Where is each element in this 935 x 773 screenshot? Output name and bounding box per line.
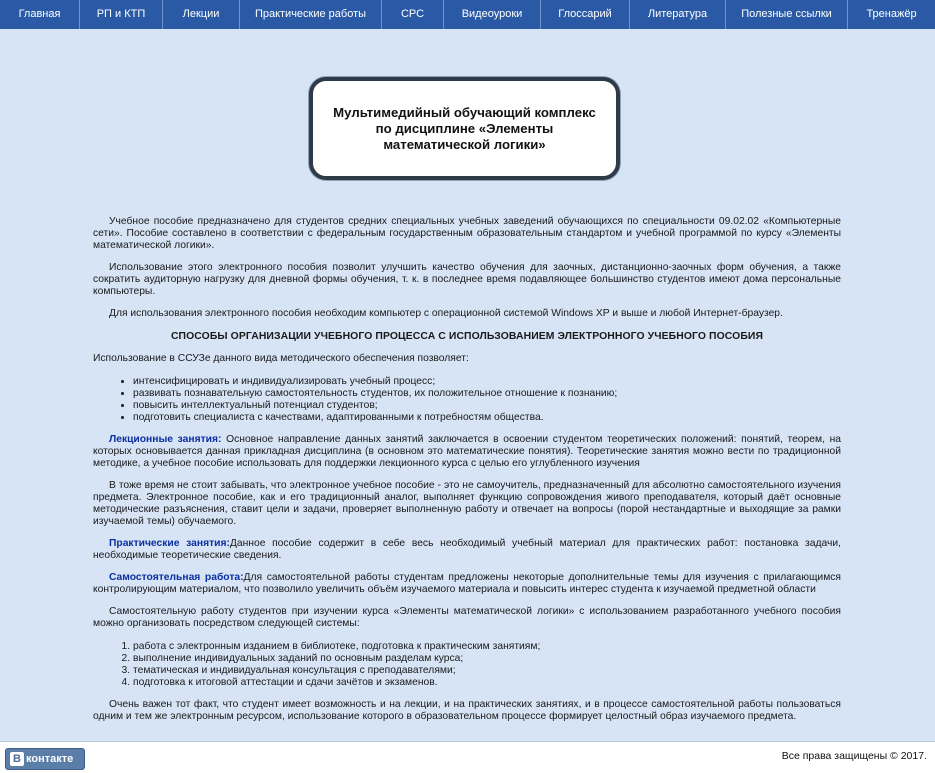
usage-lead: Использование в ССУЗе данного вида методического обеспечения позволяет: [93, 353, 469, 364]
practice-term: Практические занятия: [109, 538, 230, 549]
footer [0, 741, 935, 773]
section-heading: СПОСОБЫ ОРГАНИЗАЦИИ УЧЕБНОГО ПРОЦЕССА С ИСПОЛЬЗОВАНИЕМ ЭЛЕКТРОННОГО УЧЕБНОГО ПОСОБИЯ [170, 331, 764, 342]
list-item: • подготовить специалиста с качествами, адаптированными к потребностям общества. [133, 412, 841, 424]
list-item: 3. тематическая и индивидуальная консультация с преподавателями; [133, 665, 841, 677]
list-item: • развивать познавательную самостоятельность студентов, их положительное отношение к познанию; [133, 388, 841, 400]
list-item: • повысить интеллектуальный потенциал студентов; [133, 400, 841, 412]
nav-item-home[interactable]: Главная [0, 0, 80, 29]
page-title: Мультимедийный обучающий комплекс по дисциплине «Элементы математической логики» [333, 104, 596, 152]
nav-item-lectures[interactable]: Лекции [163, 0, 240, 29]
vk-label: контакте [26, 753, 74, 765]
list-item: 1. работа с электронным изданием в библиотеке, подготовка к практическим занятиям; [133, 641, 841, 653]
nav-item-videos[interactable]: Видеоуроки [444, 0, 541, 29]
nav-item-srs[interactable]: СРС [382, 0, 444, 29]
nav-item-literature[interactable]: Литература [630, 0, 726, 29]
nav-item-trainer[interactable]: Тренажёр [866, 8, 917, 20]
lectures-text: Основное направление данных занятий заключается в освоении студентом теоретических положений: понятий, теорем, на которых основывается данная прикладная дисциплина (в основном это математические понятия). Теоретические занятия можно вести по традиционной методике, а учебное пособие использовать для поддержки лекционного курса с целью его углубленного изучения [93, 434, 842, 469]
list-item: 4. подготовка к итоговой аттестации и сдачи зачётов и экзаменов. [133, 677, 841, 689]
list-item: • интенсифицировать и индивидуализировать учебный процесс; [133, 376, 841, 388]
nav-item-rp-ktp[interactable]: РП и КТП [80, 0, 163, 29]
copyright: Все права защищены © 2017. [781, 750, 927, 762]
lectures-paragraph [93, 434, 841, 470]
selfwork-paragraph [93, 572, 841, 596]
nav-item-useful-links[interactable]: Полезные ссылки [726, 0, 848, 29]
tutor-paragraph: В тоже время не стоит забывать, что электронное учебное пособие - это не самоучитель, предназначенный для абсолютно самостоятельного изучения предмета. Электронное пособие, как и его традиционный аналог, выполняет функцию сопровождения живого преподавателя, который даёт основные методические разъяснения, ставит цели и задачи, проверяет выполненную работу и отвечает на вопросы (порой нестандартные и выходящие за рамки изучаемой темы) обучаемого. [93, 480, 841, 527]
benefits-list [93, 376, 841, 424]
nav-item-glossary[interactable]: Глоссарий [541, 0, 630, 29]
list-item: 2. выполнение индивидуальных заданий по основным разделам курса; [133, 653, 841, 665]
vk-share-button[interactable] [5, 748, 85, 770]
closing-paragraph: Очень важен тот факт, что студент имеет возможность и на лекции, и на практических занятиях, и в процессе самостоятельной работы пользоваться одним и тем же электронным ресурсом, использование которого в образовательном процессе формирует целостный образ изучаемого предмета. [93, 699, 841, 722]
selfwork-term: Самостоятельная работа: [109, 572, 244, 583]
main-content [93, 216, 841, 723]
selfwork-org-paragraph: Самостоятельную работу студентов при изучении курса «Элементы математической логики» с использованием разработанного учебного пособия можно организовать посредством следующей системы: [93, 606, 841, 629]
selfwork-text: Для самостоятельной работы студентам предложены некоторые дополнительные темы для изучения с прилагающимся контролирующим материалом, что позволило увеличить объём изучаемого материала и повысить интерес студента к изучаемой предметной области [93, 572, 841, 595]
intro-paragraph-2: Использование этого электронного пособия позволит улучшить качество обучения для заочных, дистанционно-заочных форм обучения, а также сократить аудиторную нагрузку для дневной формы обучения, т. к. в последнее время подавляющее большинство студентов имеют дома персональные компьютеры. [93, 262, 841, 297]
lectures-term: Лекционные занятия: [109, 434, 222, 445]
intro-paragraph-3: Для использования электронного пособия необходим компьютер с операционной системой Windows XP и выше и любой Интернет-браузер. [109, 308, 783, 319]
practice-paragraph [93, 538, 841, 562]
selfwork-steps-list [93, 641, 841, 689]
vk-logo-icon: B [10, 752, 24, 766]
nav-item-practical[interactable]: Практические работы [240, 0, 382, 29]
intro-paragraph-1: Учебное пособие предназначено для студентов средних специальных учебных заведений обучающихся по специальности 09.02.02 «Компьютерные сети». Пособие составлено в соответствии с федеральным государственным образовательным стандартом и учебной программой по курсу «Элементы математической логики». [93, 216, 841, 251]
practice-text: Данное пособие содержит в себе весь необходимый учебный материал для практических работ: постановка задачи, необходимые теоретические сведения. [93, 538, 841, 561]
title-box [309, 77, 620, 180]
top-navigation [0, 0, 935, 29]
